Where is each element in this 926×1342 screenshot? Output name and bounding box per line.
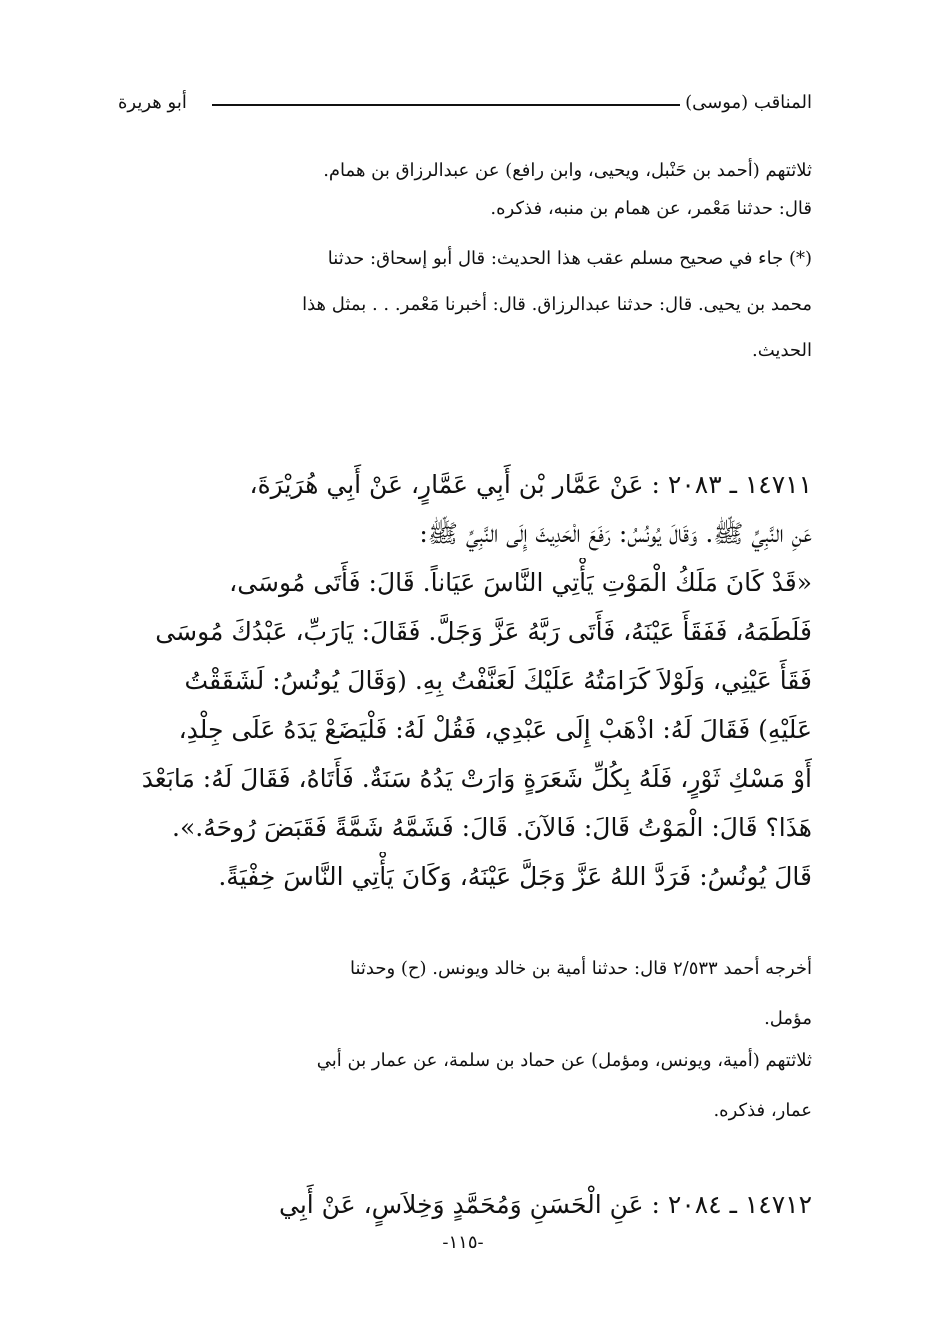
hadith-line: عَنِ النَّبِيِّ ﷺ. وَقَالَ يُونُسُ: رَفَعَ الْحَدِيثَ إِلَى النَّبِيِّ ﷺ:: [419, 519, 812, 548]
takhrij-text: [112, 948, 812, 1132]
text-line: أخرجه أحمد ٢/٥٣٣ قال: حدثنا أمية بن خالد ويونس. (ح) وحدثنا: [349, 958, 812, 979]
hadith-line: ١٤٧١٢ ـ ٢٠٨٤ : عَنِ الْحَسَنِ وَمُحَمَّدٍ وَخِلاَسٍ، عَنْ أَبِي: [278, 1190, 812, 1219]
text-line: محمد بن يحيى. قال: حدثنا عبدالرزاق. قال: أخبرنا مَعْمر. . . بمثل هذا: [302, 294, 812, 315]
text-line: ثلاثتهم (أحمد بن حَنْبل، ويحيى، وابن رافع) عن عبدالرزاق بن همام.: [323, 160, 812, 181]
hadith-line: أَوْ مَسْكِ ثَوْرٍ، فَلَهُ بِكُلِّ شَعَرَةٍ وَارَتْ يَدُهُ سَنَةٌ. فَأَتَاهُ، فَقَالَ لَهُ: مَابَعْدَ: [141, 764, 812, 793]
hadith-line: فَقَأَ عَيْنِي، وَلَوْلاَ كَرَامَتُهُ عَلَيْكَ لَعَنَّفْتُ بِهِ. (وَقَالَ يُونُسُ: لَشَقَقْتُ: [184, 666, 812, 695]
continuation-text: [112, 152, 812, 228]
hadith-line: هَذَا؟ قَالَ: الْمَوْتُ قَالَ: فَالآنَ. قَالَ: فَشَمَّهُ شَمَّةً فَقَبَضَ رُوحَهُ.».: [172, 813, 812, 842]
text-line: (*) جاء في صحيح مسلم عقب هذا الحديث: قال أبو إسحاق: حدثنا: [327, 248, 812, 269]
text-line: قال: حدثنا مَعْمر، عن همام بن منبه، فذكره.: [490, 198, 812, 219]
text-line: عمار، فذكره.: [713, 1100, 812, 1121]
running-header: [118, 86, 812, 120]
hadith-line: فَلَطَمَهُ، فَفَقَأَ عَيْنَهُ، فَأَتَى رَبَّهُ عَزَّ وَجَلَّ. فَقَالَ: يَارَبِّ، عَبْدُكَ مُوسَى: [155, 617, 812, 646]
hadith-14711: [112, 460, 812, 901]
header-rule: [212, 104, 680, 106]
hadith-line: «قَدْ كَانَ مَلَكُ الْمَوْتِ يَأْتِي النَّاسَ عَيَاناً. قَالَ: فَأَتَى مُوسَى،: [229, 568, 812, 597]
section-title: المناقب (موسى): [685, 92, 812, 113]
hadith-line: عَلَيْهِ) فَقَالَ لَهُ: اذْهَبْ إِلَى عَبْدِي، فَقُلْ لَهُ: فَلْيَضَعْ يَدَهُ عَلَى جِلْدِ،: [178, 715, 812, 744]
hadith-14712: [112, 1180, 812, 1229]
page-number: -١١٥-: [442, 1232, 484, 1253]
text-line: مؤمل.: [764, 1008, 812, 1029]
text-line: ثلاثتهم (أمية، ويونس، ومؤمل) عن حماد بن سلمة، عن عمار بن أبي: [316, 1050, 812, 1071]
narrator-title: أبو هريرة: [118, 92, 187, 113]
hadith-line: ١٤٧١١ ـ ٢٠٨٣ : عَنْ عَمَّار بْن أَبِي عَمَّارٍ، عَنْ أَبِي هُرَيْرَةَ،: [249, 470, 812, 499]
footnote-text: [112, 236, 812, 374]
hadith-line: قَالَ يُونُسُ: فَرَدَّ اللهُ عَزَّ وَجَلَّ عَيْنَهُ، وَكَانَ يَأْتِي النَّاسَ خِفْيَةً.: [218, 862, 812, 891]
text-line: الحديث.: [752, 340, 812, 361]
